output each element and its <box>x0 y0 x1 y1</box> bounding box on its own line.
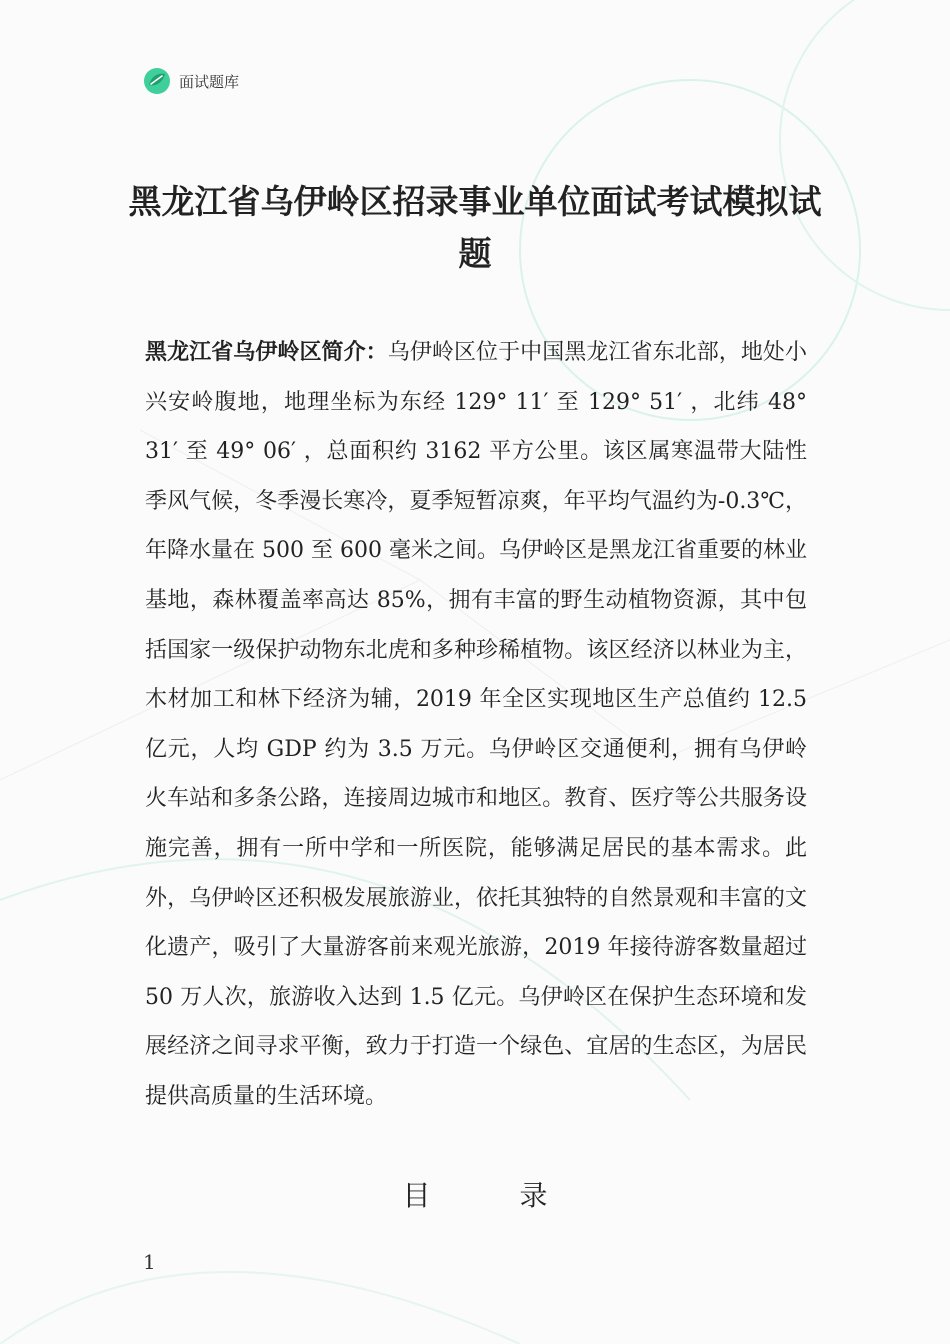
toc-heading: 目 录 <box>402 1179 588 1212</box>
document-title: 黑龙江省乌伊岭区招录事业单位面试考试模拟试题 <box>128 182 822 273</box>
intro-paragraph <box>145 328 807 1122</box>
brand-name: 面试题库 <box>179 72 240 91</box>
intro-text: 乌伊岭区位于中国黑龙江省东北部，地处小兴安岭腹地，地理坐标为东经 129° 11′ 至 129° 51′ ，北纬 48° 31′ 至 49° 06′ ，总面积约 3162 平方公里。该区属寒温带大陆性季风气候，冬季漫长寒冷，夏季短暂凉爽，年平均气温约为-0.3℃，年降水量在 500 至 600 毫米之间。乌伊岭区是黑龙江省重要的林业基地，森林覆盖率高达 85%，拥有丰富的野生动植物资源，其中包括国家一级保护动物东北虎和多种珍稀植物。该区经济以林业为主，木材加工和林下经济为辅，2019 年全区实现地区生产总值约 12.5 亿元，人均 GDP 约为 3.5 万元。乌伊岭区交通便利，拥有乌伊岭火车站和多条公路，连接周边城市和地区。教育、医疗等公共服务设施完善，拥有一所中学和一所医院，能够满足居民的基本需求。此外，乌伊岭区还积极发展旅游业，依托其独特的自然景观和丰富的文化遗产，吸引了大量游客前来观光旅游，2019 年接待游客数量超过 50 万人次，旅游收入达到 1.5 亿元。乌伊岭区在保护生态环境和发展经济之间寻求平衡，致力于打造一个绿色、宜居的生态区，为居民提供高质量的生活环境。 <box>145 340 807 1109</box>
page-number: 1 <box>143 1250 156 1274</box>
intro-label: 黑龙江省乌伊岭区简介： <box>145 340 388 365</box>
leaf-logo-icon <box>143 67 171 95</box>
page-header <box>143 66 239 96</box>
